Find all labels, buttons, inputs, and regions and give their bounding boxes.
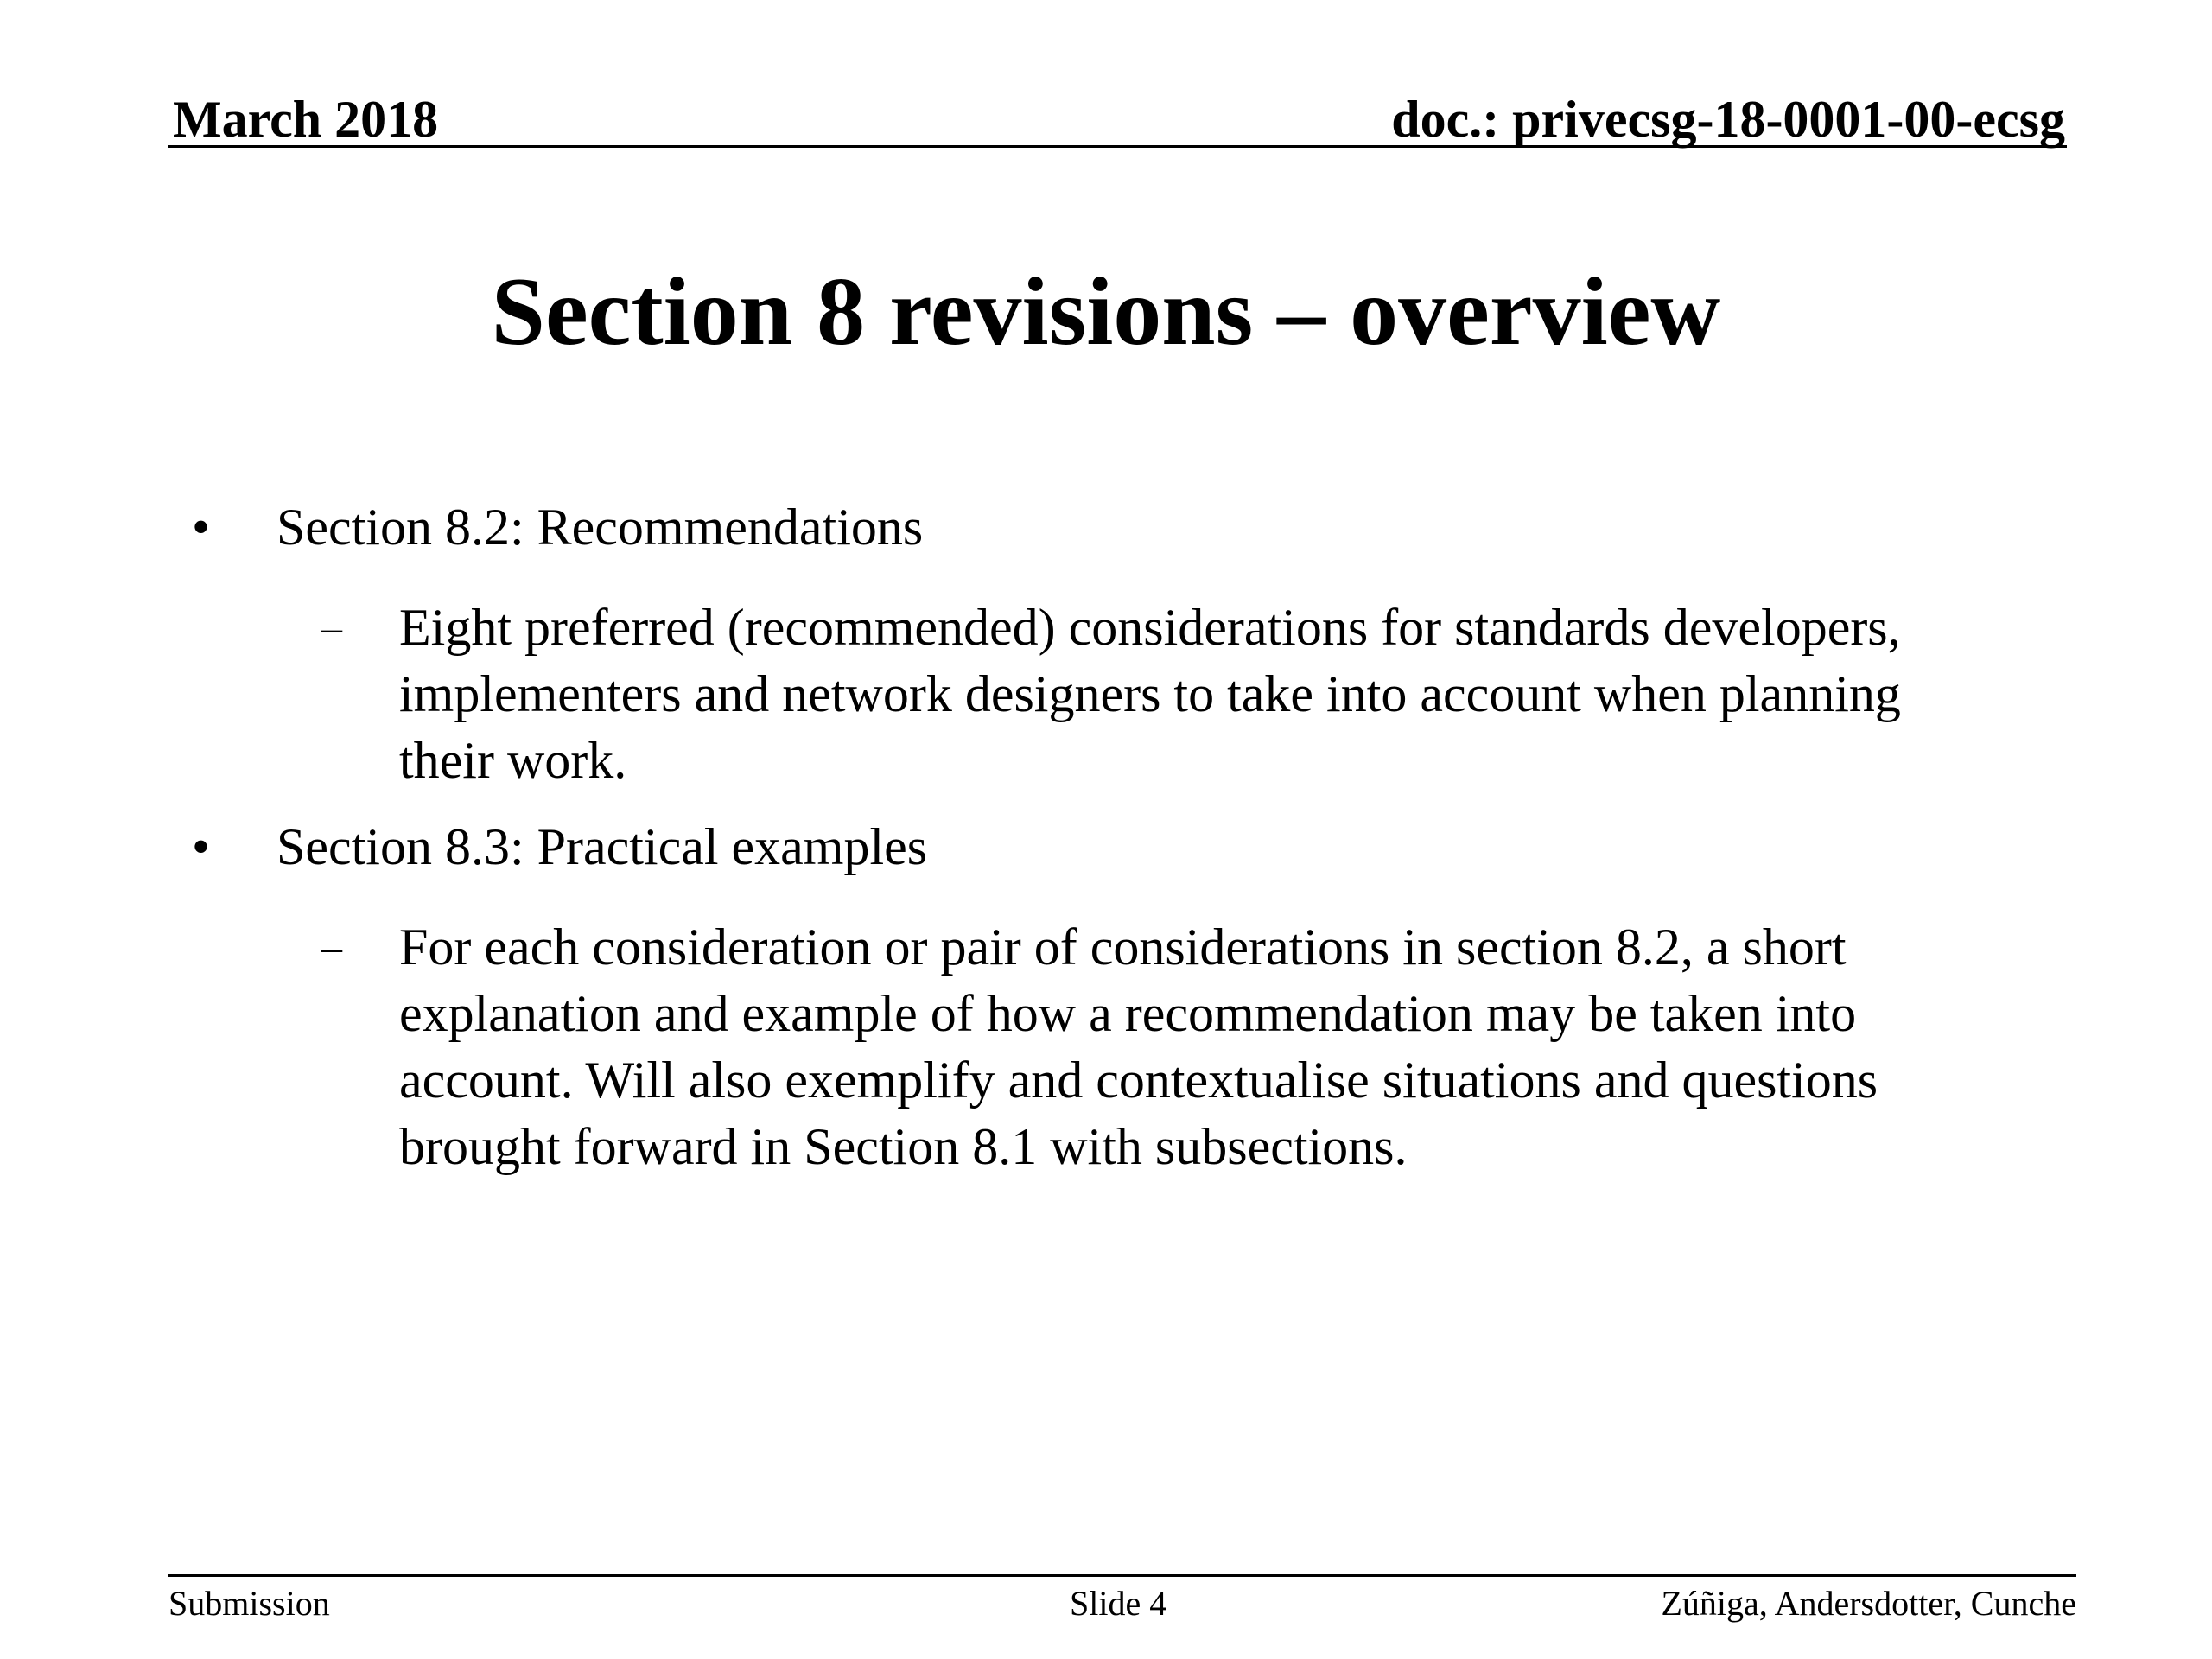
header-date: March 2018 <box>173 91 439 148</box>
sub-bullet-text <box>399 594 2084 794</box>
text-line: Eight preferred (recommended) considerations for standards developers, <box>399 599 1901 656</box>
text-line: For each consideration or pair of considerations in section 8.2, a short <box>399 918 1847 976</box>
text-line: implementers and network designers to take into account when planning <box>399 665 1901 722</box>
footer-submission: Submission <box>168 1584 330 1623</box>
bullet-text: Section 8.2: Recommendations <box>276 499 924 556</box>
dash-marker: – <box>321 605 342 651</box>
footer-slide-number: Slide 4 <box>1070 1584 1167 1623</box>
bullet-text: Section 8.3: Practical examples <box>276 818 928 875</box>
text-line: brought forward in Section 8.1 with subsections. <box>399 1118 1408 1175</box>
slide-title: Section 8 revisions – overview <box>491 258 1721 365</box>
text-line: their work. <box>399 732 627 789</box>
text-line: account. Will also exemplify and contextualise situations and questions <box>399 1052 1878 1109</box>
dash-marker: – <box>321 925 342 970</box>
bullet-marker: • <box>192 499 211 556</box>
bullet-marker: • <box>192 818 211 875</box>
footer-divider <box>168 1574 2076 1577</box>
text-line: explanation and example of how a recommendation may be taken into <box>399 985 1857 1042</box>
footer-authors: Zúñiga, Andersdotter, Cunche <box>1661 1584 2076 1623</box>
sub-bullet-text <box>399 914 2084 1180</box>
header-doc-id: doc.: privecsg-18-0001-00-ecsg <box>1391 91 2065 148</box>
